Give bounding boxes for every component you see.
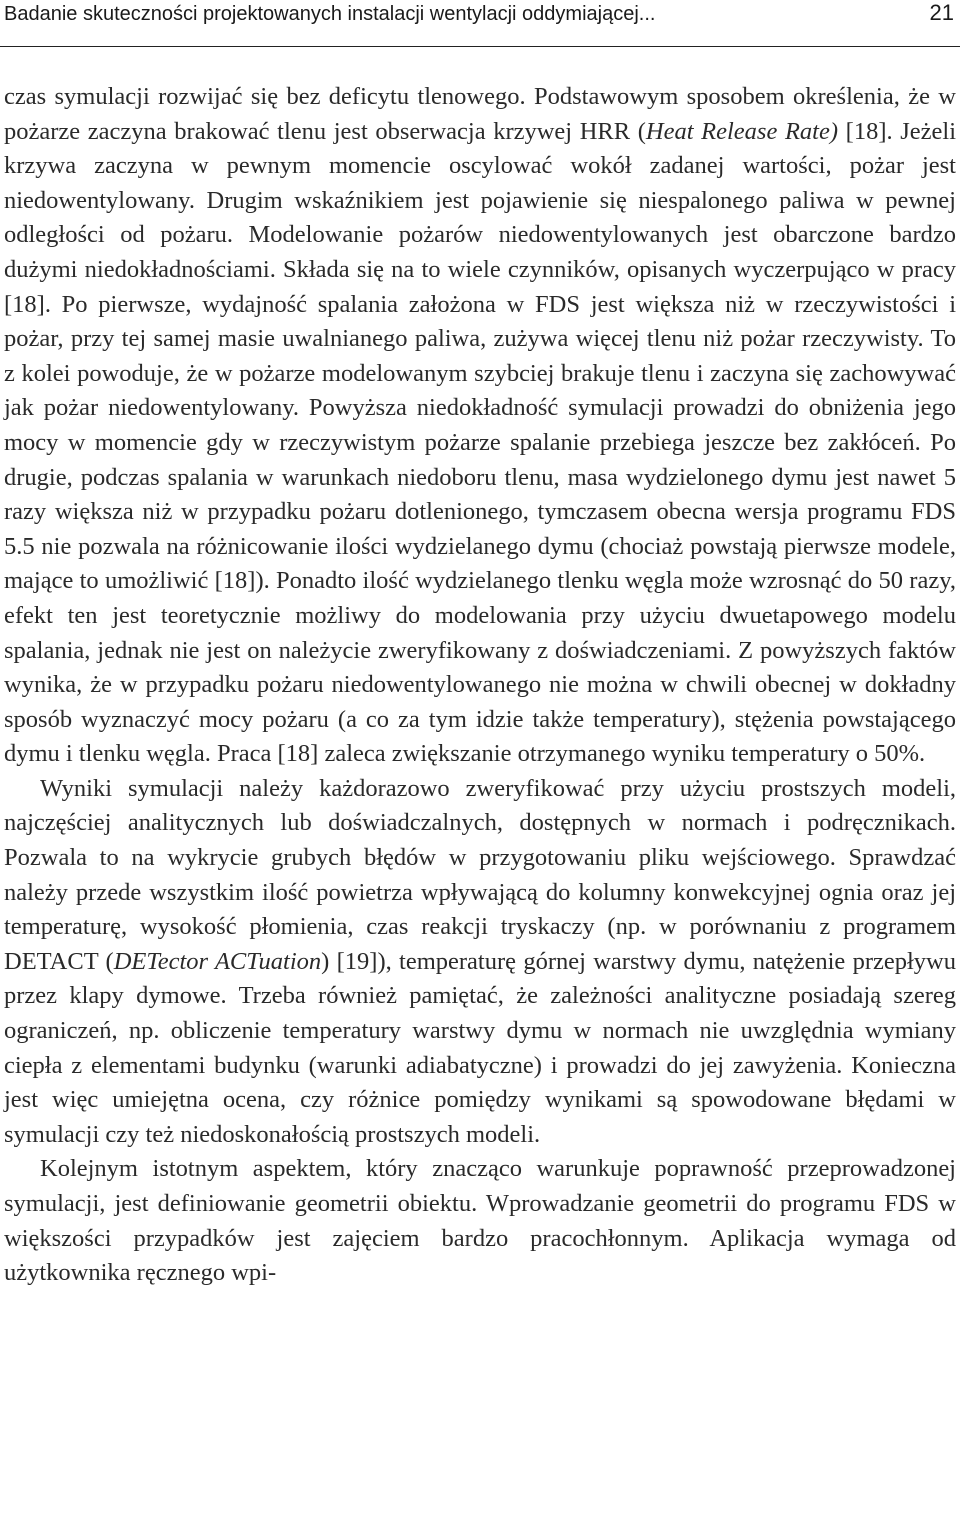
running-header bbox=[0, 0, 960, 47]
paragraph-3-text: Kolejnym istotnym aspektem, który znacząco warunkuje poprawność przeprowadzonej symulacji, jest definiowanie geometrii obiektu. Wprowadzanie geometrii do programu FDS w większości przypadków jest zajęciem bardzo pracochłonnym. Aplikacja wymaga od użytkownika ręcznego wpi- bbox=[4, 1155, 956, 1287]
paragraph-2-text-b: ) [19]), temperaturę górnej warstwy dymu, natężenie przepływu przez klapy dymowe. Trzeba również pamiętać, że zależności analityczne posiadają szereg ograniczeń, np. obliczenie temperatury warstwy dymu w normach nie uwzględnia wymiany ciepła z elementami budynku (warunki adiabatyczne) i prowadzi do jej zawyżenia. Konieczna jest więc umiejętna ocena, czy różnice pomiędzy wynikami są spowodowane błędami w symulacji czy też niedoskonałością prostszych modeli. bbox=[4, 947, 957, 1148]
page-number: 21 bbox=[929, 0, 954, 25]
paragraph-2-text-a: Wyniki symulacji należy każdorazowo zweryfikować przy użyciu prostszych modeli, najczęściej analitycznych lub doświadczalnych, dostępnych w normach i podręcznikach. Pozwala to na wykrycie grubych błędów w przygotowaniu pliku wejściowego. Sprawdzać należy przede wszystkim ilość powietrza wpływającą do kolumny konwekcyjnej ognia oraz jej temperaturę, wysokość płomienia, czas reakcji tryskaczy (np. w porównaniu z programem DETACT ( bbox=[4, 774, 956, 975]
paragraph-1 bbox=[4, 80, 956, 772]
paragraph-1-text-a: czas symulacji rozwijać się bez deficytu tlenowego. Podstawowym sposobem określenia, że w pożarze zaczyna brakować tlenu jest obserwacja krzywej HRR ( bbox=[4, 83, 956, 145]
article-body bbox=[4, 80, 956, 1291]
paragraph-2-italic: DETector ACTuation bbox=[113, 947, 322, 975]
paragraph-1-text-b: [18]. Jeżeli krzywa zaczyna w pewnym momencie oscylować wokół zadanej wartości, pożar jest niedowentylowany. Drugim wskaźnikiem jest pojawienie się niespalonego paliwa w pewnej odległości od pożaru. Modelowanie pożarów niedowentylowanych jest obarczone bardzo dużymi niedokładnościami. Składa się na to wiele czynników, opisanych wyczerpująco w pracy [18]. Po pierwsze, wydajność spalania założona w FDS jest większa niż w rzeczywistości i pożar, przy tej samej masie uwalnianego paliwa, zużywa więcej tlenu niż pożar rzeczywisty. To z kolei powoduje, że w pożarze modelowanym szybciej brakuje tlenu i zaczyna się zachowywać jak pożar niedowentylowany. Powyższa niedokładność symulacji prowadzi do obniżenia jego mocy w momencie gdy w rzeczywistym pożarze spalanie przebiega jeszcze bez zakłóceń. Po drugie, podczas spalania w warunkach niedoboru tlenu, masa wydzielonego dymu jest nawet 5 razy większa niż w przypadku pożaru dotlenionego, tymczasem obecna wersja programu FDS 5.5 nie pozwala na różnicowanie ilości wydzielanego dymu (chociaż powstają pierwsze modele, mające to umożliwić [18]). Ponadto ilość wydzielanego tlenku węgla może wzrosnąć do 50 razy, efekt ten jest teoretycznie możliwy do modelowania przy użyciu dwuetapowego modelu spalania, jednak nie jest on należycie zweryfikowany z doświadczeniami. Z powyższych faktów wynika, że w przypadku pożaru niedowentylowanego nie można w chwili obecnej w dokładny sposób wyznaczyć mocy pożaru (a co za tym idzie także temperatury), stężenia powstającego dymu i tlenku węgla. Praca [18] zaleca zwiększanie otrzymanego wyniku temperatury o 50%. bbox=[4, 117, 956, 768]
paragraph-1-italic: Heat Release Rate) bbox=[645, 117, 839, 145]
paragraph-2 bbox=[4, 772, 956, 1153]
paragraph-3 bbox=[4, 1152, 956, 1290]
running-title: Badanie skuteczności projektowanych instalacji wentylacji oddymiającej... bbox=[4, 3, 656, 25]
